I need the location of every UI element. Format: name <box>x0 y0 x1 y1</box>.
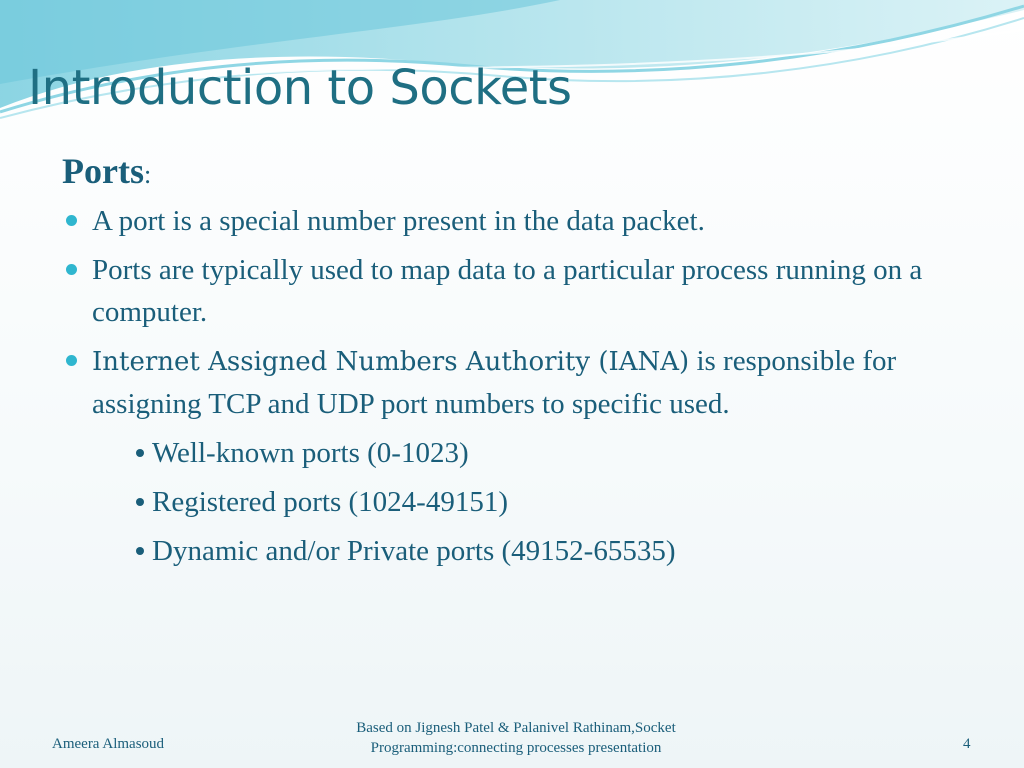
subheading <box>62 150 992 192</box>
subheading-colon: : <box>143 160 152 189</box>
footer-source <box>306 718 726 758</box>
sub-bullet-text: Registered ports (1024-49151) <box>152 486 508 518</box>
sub-bullet-list <box>92 432 992 572</box>
bullet-item <box>62 340 992 572</box>
footer-source-line1: Based on Jignesh Patel & Palanivel Rathinam,Socket <box>356 720 676 736</box>
subheading-label: Ports <box>62 151 144 191</box>
sub-bullet-item <box>134 432 992 474</box>
slide-number: 4 <box>963 736 971 752</box>
sub-bullet-item <box>134 530 992 572</box>
bullet-item <box>62 200 992 242</box>
sub-bullet-text: Dynamic and/or Private ports (49152-65535) <box>152 535 676 567</box>
slide-title: Introduction to Sockets <box>28 60 572 116</box>
slide-content <box>62 150 992 579</box>
sub-bullet-text: Well-known ports (0-1023) <box>152 437 469 469</box>
bullet-list <box>62 200 992 572</box>
bullet-item <box>62 249 992 333</box>
bullet-text: is responsible for assigning TCP and UDP port numbers to specific used. <box>92 345 897 420</box>
iana-lead-text: Internet Assigned Numbers Authority (IANA) <box>92 347 690 377</box>
bullet-text: A port is a special number present in the data packet. <box>92 205 705 237</box>
bullet-text: Ports are typically used to map data to a particular process running on a computer. <box>92 254 923 328</box>
footer-author: Ameera Almasoud <box>52 736 165 752</box>
footer-source-line2: Programming:connecting processes presentation <box>370 740 662 756</box>
sub-bullet-item <box>134 481 992 523</box>
